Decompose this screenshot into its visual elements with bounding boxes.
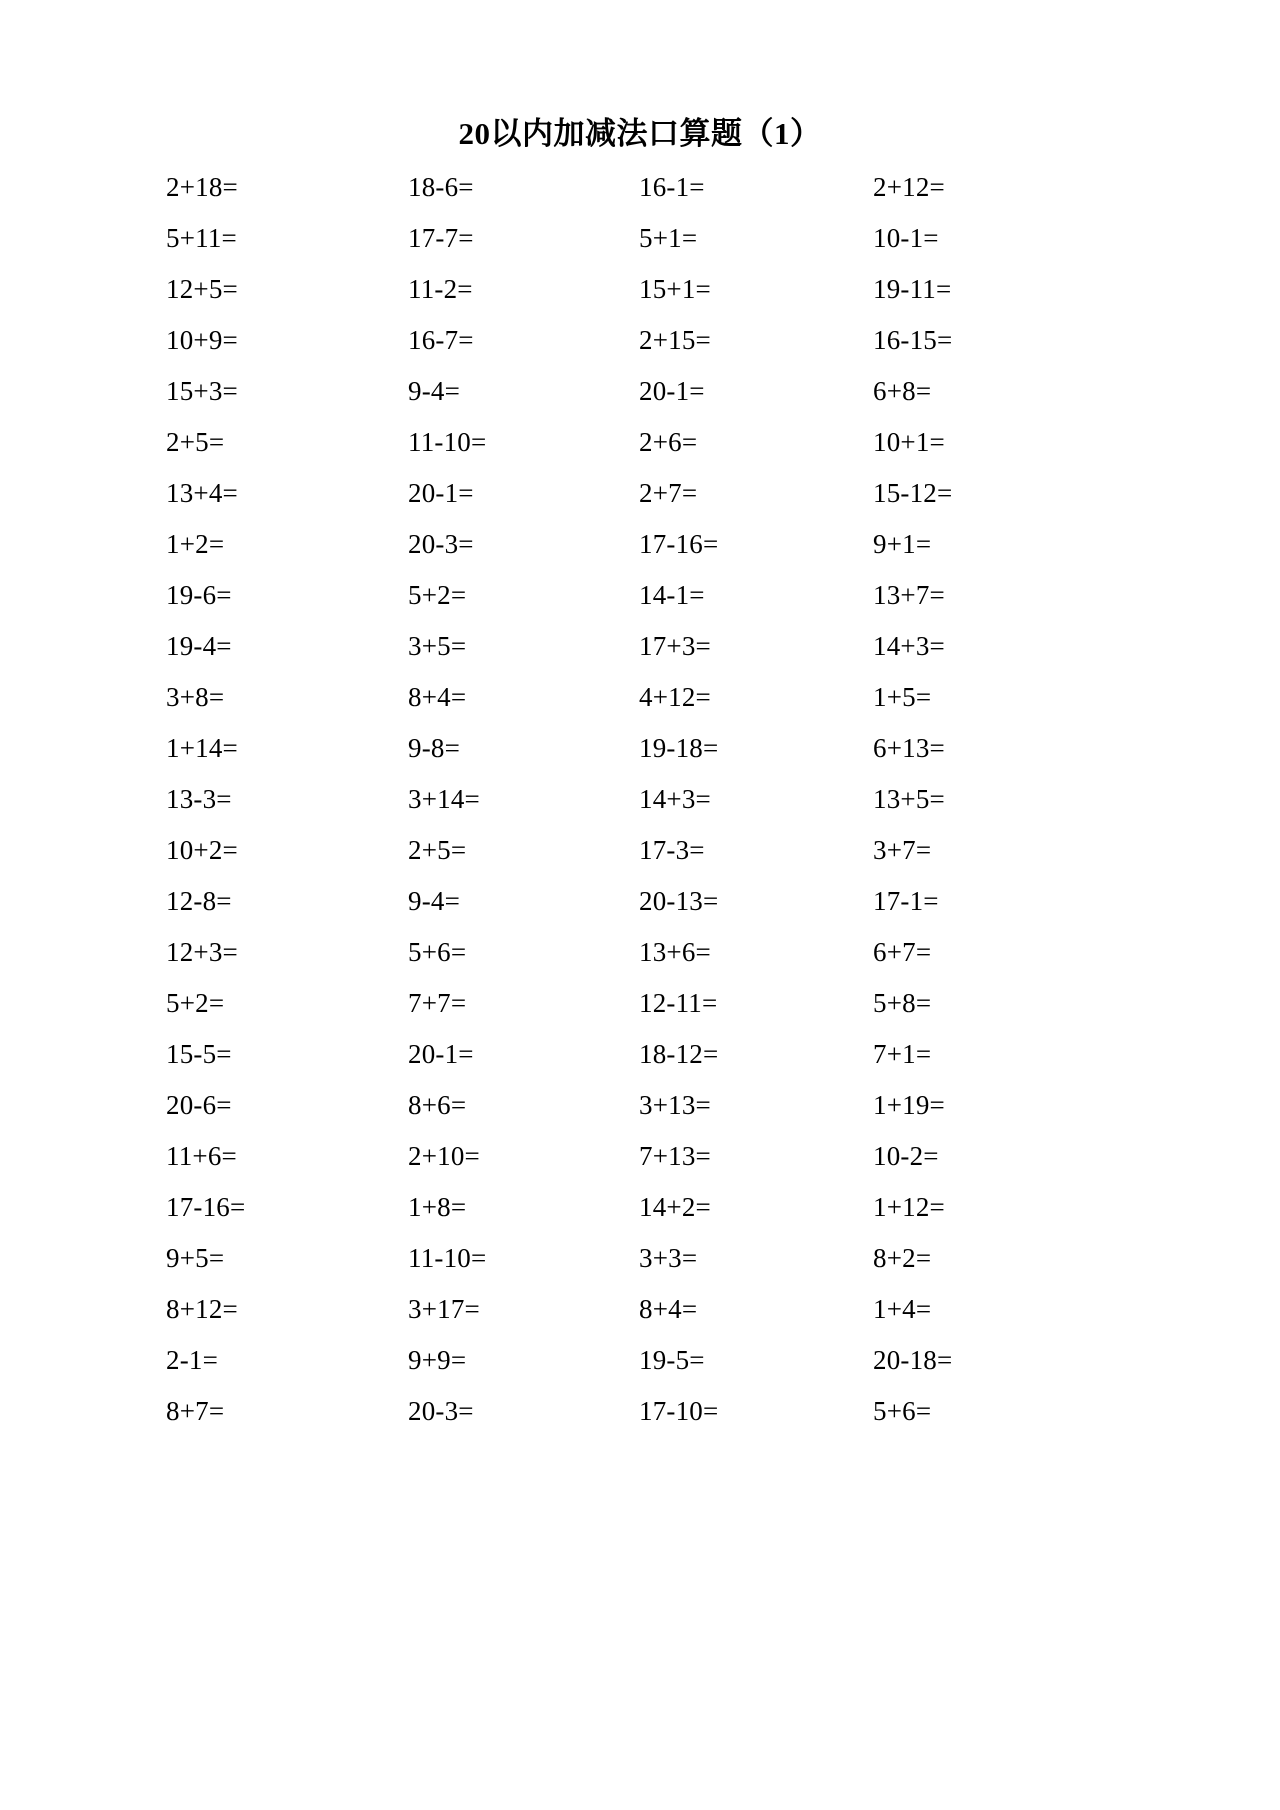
problem-cell: 9+1= bbox=[873, 529, 932, 559]
problem-cell: 2+7= bbox=[639, 478, 698, 508]
problem-cell: 11-10= bbox=[408, 1243, 487, 1273]
problem-cell: 3+14= bbox=[408, 784, 480, 814]
problem-cell: 2+10= bbox=[408, 1141, 480, 1171]
problem-cell: 18-6= bbox=[408, 172, 474, 202]
problem-cell: 5+1= bbox=[639, 223, 698, 253]
problem-cell: 10-2= bbox=[873, 1141, 939, 1171]
problem-cell: 12-8= bbox=[166, 886, 232, 916]
problem-cell: 1+4= bbox=[873, 1294, 932, 1324]
problem-cell: 9-8= bbox=[408, 733, 461, 763]
problem-cell: 3+8= bbox=[166, 682, 225, 712]
problem-cell: 13+7= bbox=[873, 580, 945, 610]
problem-cell: 14-1= bbox=[639, 580, 705, 610]
problem-cell: 2-1= bbox=[166, 1345, 219, 1375]
problem-cell: 5+11= bbox=[166, 223, 237, 253]
problem-cell: 1+5= bbox=[873, 682, 932, 712]
problem-cell: 6+7= bbox=[873, 937, 932, 967]
problem-cell: 2+5= bbox=[408, 835, 467, 865]
problem-cell: 15-12= bbox=[873, 478, 953, 508]
problem-cell: 16-7= bbox=[408, 325, 474, 355]
problem-cell: 17-1= bbox=[873, 886, 939, 916]
problem-cell: 17-10= bbox=[639, 1396, 719, 1426]
problem-cell: 1+2= bbox=[166, 529, 225, 559]
problem-cell: 20-6= bbox=[166, 1090, 232, 1120]
problem-cell: 5+2= bbox=[408, 580, 467, 610]
problem-cell: 10+1= bbox=[873, 427, 945, 457]
problem-cell: 16-15= bbox=[873, 325, 953, 355]
problem-cell: 17+3= bbox=[639, 631, 711, 661]
problem-cell: 20-3= bbox=[408, 1396, 474, 1426]
problem-cell: 9-4= bbox=[408, 376, 461, 406]
problem-cell: 10-1= bbox=[873, 223, 939, 253]
problem-cell: 9+5= bbox=[166, 1243, 225, 1273]
problem-cell: 1+14= bbox=[166, 733, 238, 763]
problem-cell: 1+19= bbox=[873, 1090, 945, 1120]
problem-cell: 7+1= bbox=[873, 1039, 932, 1069]
problem-cell: 11-10= bbox=[408, 427, 487, 457]
problem-cell: 10+9= bbox=[166, 325, 238, 355]
problem-cell: 3+3= bbox=[639, 1243, 698, 1273]
problem-cell: 20-13= bbox=[639, 886, 719, 916]
problem-cell: 14+2= bbox=[639, 1192, 711, 1222]
problem-cell: 15-5= bbox=[166, 1039, 232, 1069]
problem-cell: 15+1= bbox=[639, 274, 711, 304]
problem-cell: 15+3= bbox=[166, 376, 238, 406]
problem-grid bbox=[150, 162, 953, 1437]
problem-cell: 13+6= bbox=[639, 937, 711, 967]
problem-cell: 6+13= bbox=[873, 733, 945, 763]
problem-cell: 19-18= bbox=[639, 733, 719, 763]
problem-cell: 8+12= bbox=[166, 1294, 238, 1324]
problem-cell: 8+6= bbox=[408, 1090, 467, 1120]
problem-cell: 20-1= bbox=[639, 376, 705, 406]
problem-cell: 19-6= bbox=[166, 580, 232, 610]
problem-cell: 8+4= bbox=[639, 1294, 698, 1324]
problem-cell: 10+2= bbox=[166, 835, 238, 865]
problem-cell: 7+13= bbox=[639, 1141, 711, 1171]
problem-cell: 14+3= bbox=[873, 631, 945, 661]
problem-cell: 2+18= bbox=[166, 172, 238, 202]
problem-cell: 20-1= bbox=[408, 478, 474, 508]
problem-cell: 3+7= bbox=[873, 835, 932, 865]
problem-cell: 2+6= bbox=[639, 427, 698, 457]
page-title: 20以内加减法口算题（1） bbox=[458, 116, 822, 151]
problem-cell: 19-11= bbox=[873, 274, 952, 304]
problem-cell: 9+9= bbox=[408, 1345, 467, 1375]
problem-cell: 5+6= bbox=[873, 1396, 932, 1426]
problem-cell: 19-5= bbox=[639, 1345, 705, 1375]
problem-cell: 18-12= bbox=[639, 1039, 719, 1069]
problem-cell: 5+8= bbox=[873, 988, 932, 1018]
problem-cell: 5+6= bbox=[408, 937, 467, 967]
problem-cell: 17-7= bbox=[408, 223, 474, 253]
problem-cell: 11-2= bbox=[408, 274, 473, 304]
problem-cell: 1+12= bbox=[873, 1192, 945, 1222]
problem-cell: 9-4= bbox=[408, 886, 461, 916]
problem-cell: 19-4= bbox=[166, 631, 232, 661]
problem-cell: 20-3= bbox=[408, 529, 474, 559]
problem-cell: 13+4= bbox=[166, 478, 238, 508]
problem-cell: 5+2= bbox=[166, 988, 225, 1018]
problem-cell: 17-3= bbox=[639, 835, 705, 865]
problem-cell: 2+5= bbox=[166, 427, 225, 457]
problem-cell: 12-11= bbox=[639, 988, 718, 1018]
problem-cell: 13+5= bbox=[873, 784, 945, 814]
problem-cell: 12+3= bbox=[166, 937, 238, 967]
problem-cell: 8+4= bbox=[408, 682, 467, 712]
problem-cell: 13-3= bbox=[166, 784, 232, 814]
problem-cell: 6+8= bbox=[873, 376, 932, 406]
problem-cell: 3+5= bbox=[408, 631, 467, 661]
problem-cell: 8+2= bbox=[873, 1243, 932, 1273]
problem-cell: 20-18= bbox=[873, 1345, 953, 1375]
problem-cell: 7+7= bbox=[408, 988, 467, 1018]
problem-cell: 11+6= bbox=[166, 1141, 237, 1171]
problem-cell: 20-1= bbox=[408, 1039, 474, 1069]
problem-cell: 2+12= bbox=[873, 172, 945, 202]
problem-cell: 1+8= bbox=[408, 1192, 467, 1222]
problem-cell: 12+5= bbox=[166, 274, 238, 304]
problem-cell: 3+13= bbox=[639, 1090, 711, 1120]
problem-cell: 16-1= bbox=[639, 172, 705, 202]
problem-cell: 4+12= bbox=[639, 682, 711, 712]
problem-cell: 2+15= bbox=[639, 325, 711, 355]
problem-cell: 17-16= bbox=[166, 1192, 246, 1222]
problem-cell: 8+7= bbox=[166, 1396, 225, 1426]
problem-cell: 17-16= bbox=[639, 529, 719, 559]
problem-cell: 3+17= bbox=[408, 1294, 480, 1324]
problem-cell: 14+3= bbox=[639, 784, 711, 814]
